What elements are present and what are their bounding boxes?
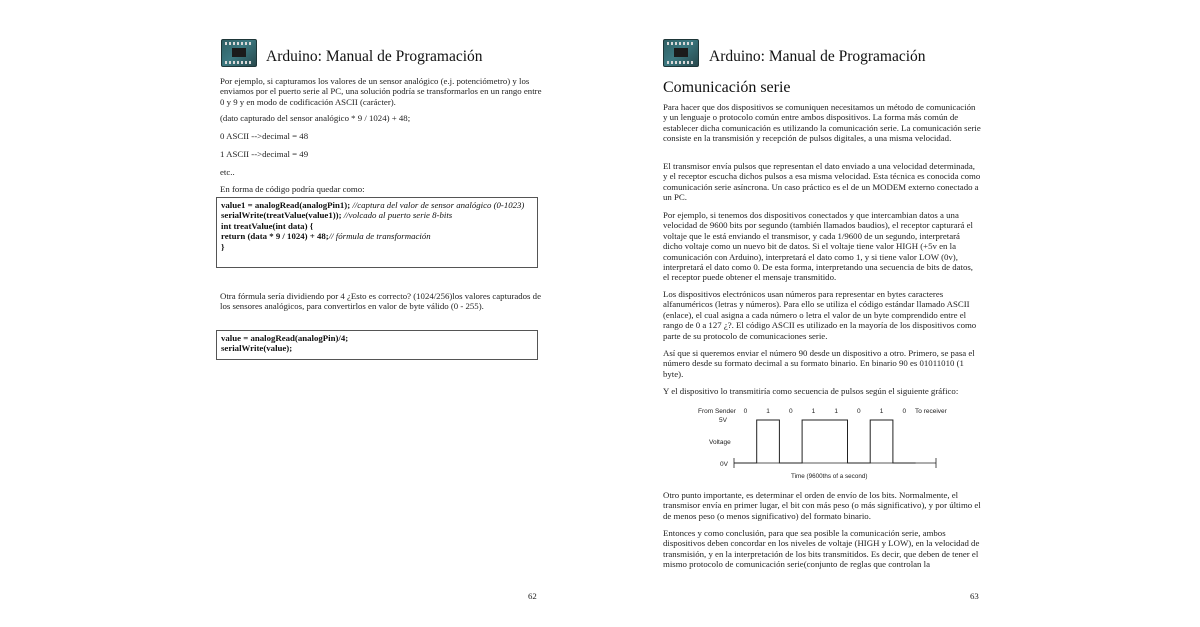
bit-label: 0 (788, 408, 793, 415)
paragraph: Para hacer que dos dispositivos se comuniquen necesitamos un método de comunicación y un lenguaje o protocolo común entre ambos dispositivos. La forma más común de establecer dicha comunicación es utilizando la comunicación serie. La comunicación serie consiste en la transmisión y recepción de pulsos digitales, a una misma velocidad. (663, 102, 981, 144)
code-block (216, 197, 538, 268)
paragraph: (dato capturado del sensor analógico * 9 / 1024) + 48; (220, 113, 411, 123)
bit-label: 1 (834, 408, 839, 415)
paragraph: Por ejemplo, si tenemos dos dispositivos conectados y que intercambian datos a una velocidad de 9600 bits por segundo (también llamados baudios), el receptor capturará el voltaje que le está enviando el transmisor, y cada 1/9600 de un segundo, interpretará dicho voltaje como un nuevo bit de datos. Si el voltaje tiene valor HIGH (+5v en la comunicación con Arduino), interpretará el dato como 1, y si tiene valor LOW (0v), interpretará el dato como 0. De esta forma, interpretando una secuencia de bits de datos, el receptor puede obtener el mensaje transmitido. (663, 210, 973, 283)
label-voltage: Voltage (709, 439, 731, 446)
bit-label: 0 (743, 408, 748, 415)
arduino-board-icon (663, 39, 699, 67)
bit-label: 0 (902, 408, 907, 415)
paragraph: Los dispositivos electrónicos usan números para representar en bytes caracteres alfanuméricos (letras y números). Para ello se utiliza el código estándar llamado ASCII (enlace), el cual asigna a cada número o letra el valor de un byte comprendido entre el rango de 0 a 127 ¿?. El código ASCII es utilizado en la mayoría de los dispositivos como parte de su protocolo de comunicaciones serie. (663, 289, 977, 341)
page-number: 63 (970, 591, 979, 601)
paragraph: etc.. (220, 167, 235, 177)
code-line: return (data * 9 / 1024) + 48;// fórmula de transformación (221, 231, 431, 242)
header-title: Arduino: Manual de Programación (709, 48, 926, 65)
paragraph: El transmisor envía pulsos que representan el dato enviado a una velocidad determinada, y el receptor escucha dichos pulsos a esa misma velocidad. Esta técnica es conocida como comunicación serie asíncrona. Un caso práctico es el de un MODEM externo conectado a un PC. (663, 161, 981, 203)
from-sender-label: From Sender (698, 408, 736, 415)
code-line: serialWrite(value); (221, 343, 293, 354)
label-5v: 5V (719, 417, 727, 424)
bit-label: 1 (766, 408, 770, 415)
to-receiver-label: To receiver (915, 408, 947, 415)
paragraph: 0 ASCII -->decimal = 48 (220, 131, 309, 141)
right-page (600, 0, 1200, 627)
code-block (216, 330, 538, 360)
bit-label: 1 (811, 408, 816, 415)
section-title: Comunicación serie (663, 79, 791, 96)
paragraph: 1 ASCII -->decimal = 49 (220, 149, 309, 159)
time-label: Time (9600ths of a second) (791, 473, 868, 480)
code-line: value1 = analogRead(analogPin1); //captura del valor de sensor analógico (0-1023) (221, 200, 525, 210)
arduino-board-icon (221, 39, 257, 67)
paragraph: En forma de código podría quedar como: (220, 184, 365, 194)
bit-label: 1 (879, 408, 884, 415)
paragraph: Y el dispositivo lo transmitiría como secuencia de pulsos según el siguiente gráfico: (663, 386, 959, 396)
bit-labels (744, 408, 907, 415)
paragraph: Otro punto importante, es determinar el orden de envío de los bits. Normalmente, el transmisor envía en primer lugar, el bit con más peso (o más significativo), y por último el de menos peso (o menos significativo) del formato binario. (663, 490, 981, 521)
code-line: int treatValue(int data) { (221, 220, 314, 231)
paragraph: Por ejemplo, si capturamos los valores de un sensor analógico (e.j. potenciómetro) y los enviamos por el puerto serie al PC, una solución podría se transformarlos en un rango entre 0 y 9 y en modo de codificación ASCII (carácter). (220, 76, 542, 107)
code-line: } (221, 241, 225, 252)
serial-pulse-diagram (696, 401, 956, 483)
paragraph: Así que si queremos enviar el número 90 desde un dispositivo a otro. Primero, se pasa el número desde su formato decimal a su formato binario. En binario 90 es 01011010 (1 byte). (663, 348, 975, 379)
paragraph: Otra fórmula sería dividiendo por 4 ¿Esto es correcto? (1024/256)los valores capturados de los sensores analógicos, para convertirlos en valor de byte válido (0 - 255). (220, 291, 541, 312)
page-number: 62 (528, 591, 537, 601)
label-0v: 0V (720, 461, 728, 468)
code-line: value = analogRead(analogPin)/4; (221, 333, 349, 343)
paragraph: Entonces y como conclusión, para que sea posible la comunicación serie, ambos dispositivos deben concordar en los niveles de voltaje (HIGH y LOW), en la velocidad de transmisión, y en la interpretación de los bits transmitidos. Es decir, que deben de tener el mismo protocolo de comunicación serie(conjunto de reglas que controlan la (663, 528, 980, 570)
code-line: serialWrite(treatValue(value1)); //volcado al puerto serie 8-bits (221, 210, 453, 221)
pulse-waveform (734, 420, 916, 463)
bit-label: 0 (856, 408, 861, 415)
header-title: Arduino: Manual de Programación (266, 48, 483, 65)
